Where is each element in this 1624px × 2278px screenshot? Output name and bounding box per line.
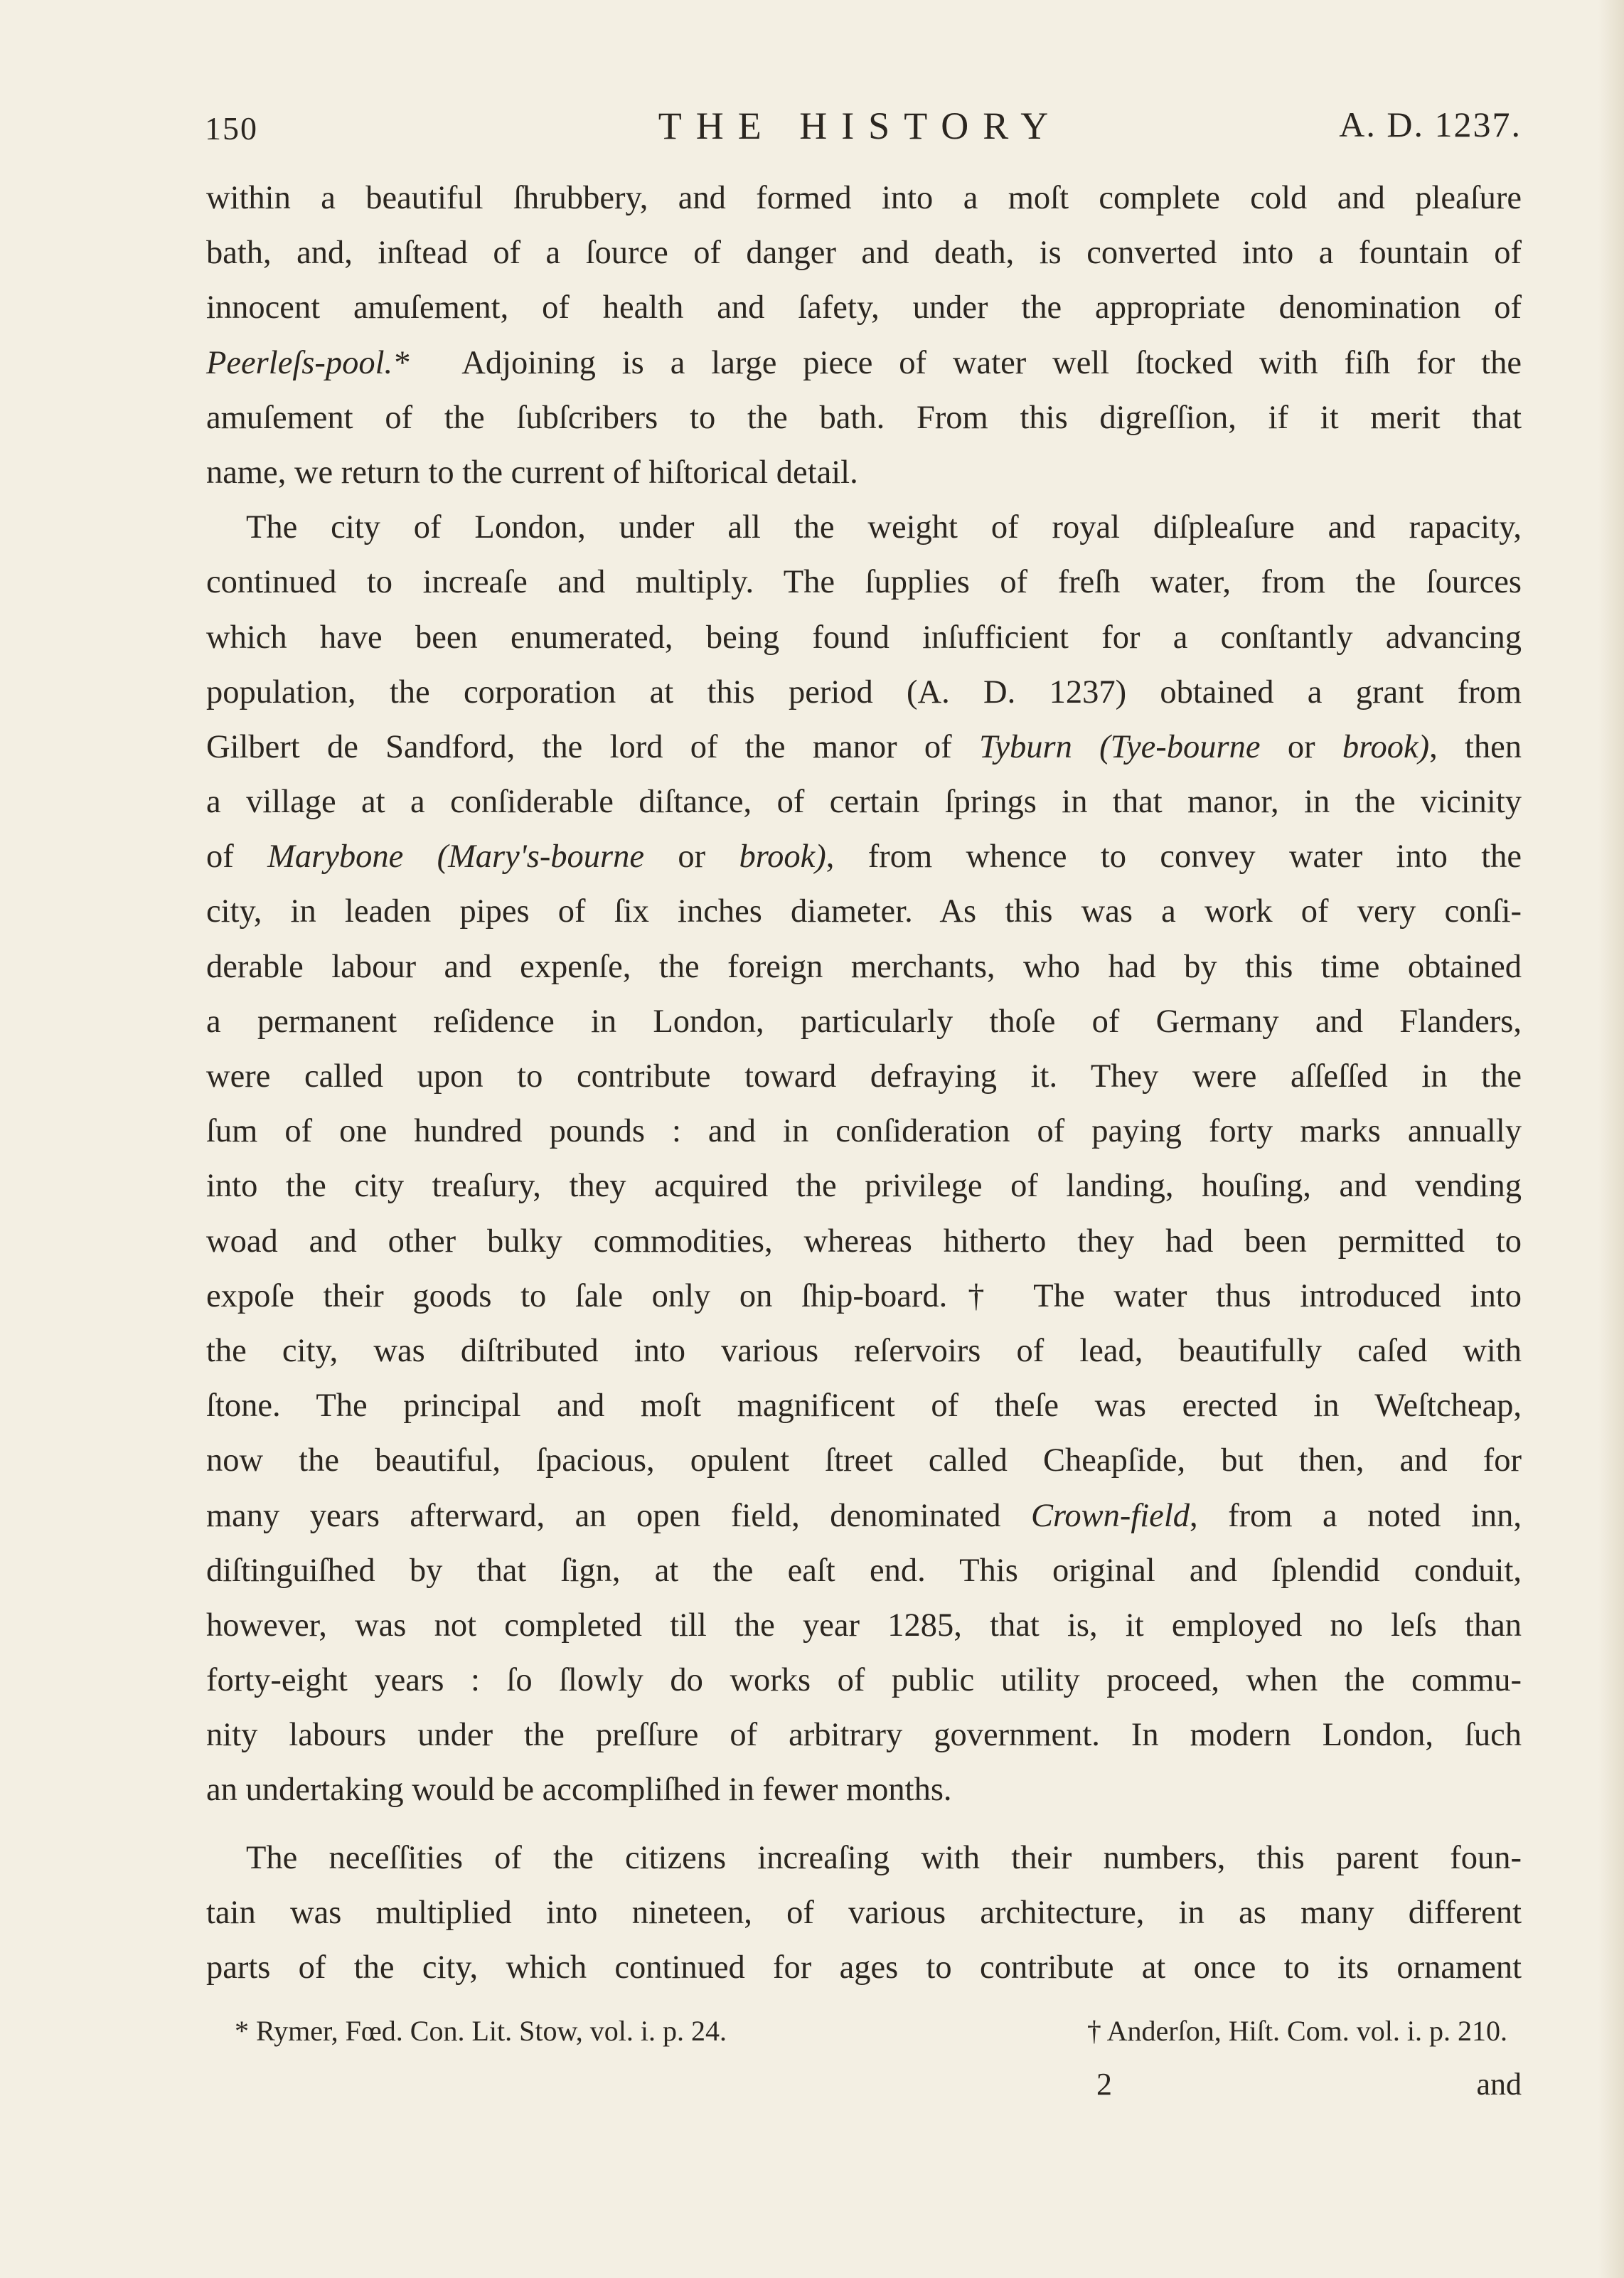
running-header — [199, 100, 1522, 156]
text-line: woad and other bulky commodities, whereas hitherto they had been permitted to — [206, 1223, 1522, 1260]
text-line: expoſe their goods to ſale only on ſhip-board.† The water thus introduced into — [206, 1277, 1522, 1314]
text-line: an undertaking would be accompliſhed in fewer months. — [206, 1772, 952, 1809]
text-line: were called upon to contribute toward defraying it. They were aſſeſſed in the — [206, 1058, 1522, 1095]
catchword: and — [1476, 2067, 1522, 2102]
text-line: parts of the city, which continued for ages to contribute at once to its ornament — [206, 1949, 1522, 1986]
text-line: into the city treaſury, they acquired the privilege of landing, houſing, and vending — [206, 1168, 1522, 1205]
text-line: diſtinguiſhed by that ſign, at the eaſt end. This original and ſplendid conduit, — [206, 1552, 1522, 1589]
text-line: innocent amuſement, of health and ſafety, under the appropriate denomination of — [206, 289, 1522, 326]
text-line: Gilbert de Sandford, the lord of the manor of Tyburn (Tye-bourne or brook), then — [206, 728, 1522, 765]
text-line: now the beautiful, ſpacious, opulent ſtreet called Cheapſide, but then, and for — [206, 1442, 1522, 1479]
italic-tyburn: Tyburn — [978, 728, 1072, 765]
text-line: tain was multiplied into nineteen, of various architecture, in as many different — [206, 1894, 1522, 1931]
text-line: within a beautiful ſhrubbery, and formed into a moſt complete cold and pleaſure — [206, 180, 1522, 216]
text-line: The neceſſities of the citizens increaſing with their numbers, this parent foun- — [246, 1839, 1522, 1876]
text-line: city, in leaden pipes of ſix inches diameter. As this was a work of very conſi- — [206, 893, 1522, 930]
signature-mark: 2 — [1096, 2067, 1112, 2102]
footnote-anderson: † Anderſon, Hiſt. Com. vol. i. p. 210. — [1086, 2015, 1507, 2047]
text-line: many years afterward, an open field, denominated Crown-field, from a noted inn, — [206, 1497, 1522, 1534]
footnotes — [235, 2014, 1507, 2064]
page-edge-shadow — [1598, 0, 1624, 2278]
text-line: derable labour and expenſe, the foreign merchants, who had by this time obtained — [206, 948, 1522, 985]
text-line: a village at a conſiderable diſtance, of certain ſprings in that manor, in the vicinity — [206, 784, 1522, 821]
italic-brook: brook) — [1342, 728, 1430, 765]
text-line: a permanent reſidence in London, particularly thoſe of Germany and Flanders, — [206, 1003, 1522, 1040]
italic-marys-bourne: (Mary's-bourne — [437, 839, 645, 875]
text-line: ſtone. The principal and moſt magnificent of theſe was erected in Weſtcheap, — [206, 1388, 1522, 1425]
paragraph-gap — [206, 1818, 1522, 1831]
page-footer — [206, 2066, 1522, 2116]
header-date: A. D. 1237. — [1339, 105, 1522, 144]
text-line: however, was not completed till the year 1285, that is, it employed no leſs than — [206, 1607, 1522, 1644]
text-line: amuſement of the ſubſcribers to the bath. From this digreſſion, if it merit that — [206, 399, 1522, 436]
italic-crown-field: Crown-field — [1030, 1497, 1190, 1534]
footnote-rymer: * Rymer, Fœd. Con. Lit. Stow, vol. i. p. 24. — [235, 2015, 727, 2047]
italic-marybone: Marybone — [267, 839, 404, 875]
italic-tye-bourne: (Tye-bourne — [1099, 728, 1261, 765]
body-text — [206, 171, 1522, 1995]
italic-peerless-pool: Peerleſs-pool.* — [206, 344, 410, 381]
text-line: The city of London, under all the weight of royal diſpleaſure and rapacity, — [246, 509, 1522, 546]
text-line: population, the corporation at this period (A. D. 1237) obtained a grant from — [206, 674, 1522, 710]
running-title: THE HISTORY — [658, 105, 1063, 147]
text-line: which have been enumerated, being found inſufficient for a conſtantly advancing — [206, 619, 1522, 656]
text-line: ſum of one hundred pounds : and in conſideration of paying forty marks annually — [206, 1113, 1522, 1150]
page-number: 150 — [205, 110, 258, 147]
text-line: of Marybone (Mary's-bourne or brook), from whence to convey water into the — [206, 839, 1522, 875]
text-line: name, we return to the current of hiſtorical detail. — [206, 454, 858, 491]
text-line: bath, and, inſtead of a ſource of danger and death, is converted into a fountain of — [206, 235, 1522, 272]
text-line: nity labours under the preſſure of arbitrary government. In modern London, ſuch — [206, 1717, 1522, 1754]
text-line: Peerleſs-pool.* Adjoining is a large piece of water well ſtocked with fiſh for the — [206, 344, 1522, 381]
text-line: forty-eight years : ſo ſlowly do works of public utility proceed, when the commu- — [206, 1662, 1522, 1699]
text-line: continued to increaſe and multiply. The ſupplies of freſh water, from the ſources — [206, 564, 1522, 601]
italic-brook: brook) — [739, 839, 826, 875]
text-line: the city, was diſtributed into various reſervoirs of lead, beautifully caſed with — [206, 1332, 1522, 1369]
